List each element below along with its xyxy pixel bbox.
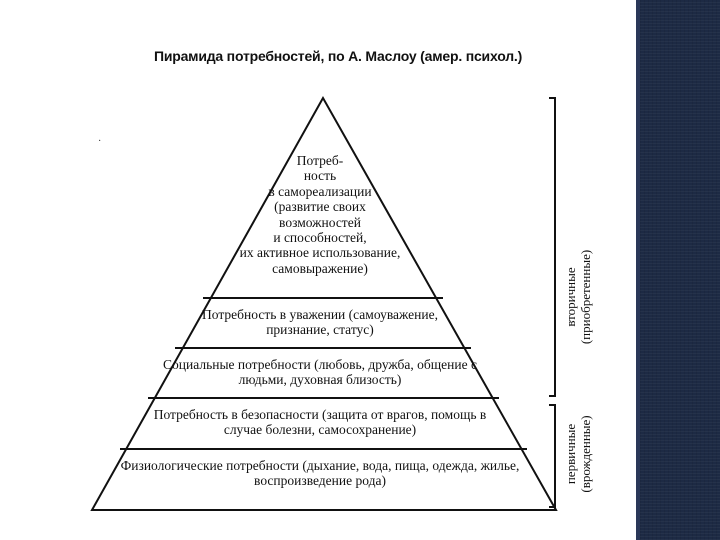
level-esteem: Потребность в уважении (самоуважение, признание, статус) [202, 307, 438, 338]
primary-label-line2: (врожденные) [578, 415, 593, 493]
diagram-title: Пирамида потребностей, по А. Маслоу (амер. психол.) [153, 48, 523, 64]
self-actualization-line: ность [303, 168, 337, 184]
self-actualization-line: самовыражение) [272, 260, 368, 276]
secondary-label-line2: (приобретенные) [578, 249, 593, 345]
scan-speck: · [98, 136, 102, 147]
bracket-secondary [549, 98, 555, 396]
self-actualization-line: в самореализации [268, 183, 372, 199]
bracket-label-primary [563, 415, 593, 492]
self-actualization-line: Потреб- [296, 153, 344, 168]
primary-label-line1: первичные [563, 423, 578, 485]
bracket-primary [549, 405, 555, 507]
bracket-label-secondary [563, 250, 593, 344]
self-actualization-line: возможностей [279, 214, 361, 230]
level-safety: Потребность в безопасности (защита от врагов, помощь в случае болезни, самосохранение) [153, 407, 487, 438]
secondary-label-line1: вторичные [563, 267, 578, 327]
level-social: Социальные потребности (любовь, дружба, общение с людьми, духовная близость) [163, 357, 477, 388]
level-self-actualization [200, 153, 440, 276]
self-actualization-line: (развитие своих [274, 199, 366, 215]
level-physiological: Физиологические потребности (дыхание, вода, пища, одежда, жилье, воспроизведение рода) [120, 458, 520, 489]
self-actualization-line: и способностей, [273, 230, 367, 246]
self-actualization-line: их активное использование, [239, 245, 401, 261]
